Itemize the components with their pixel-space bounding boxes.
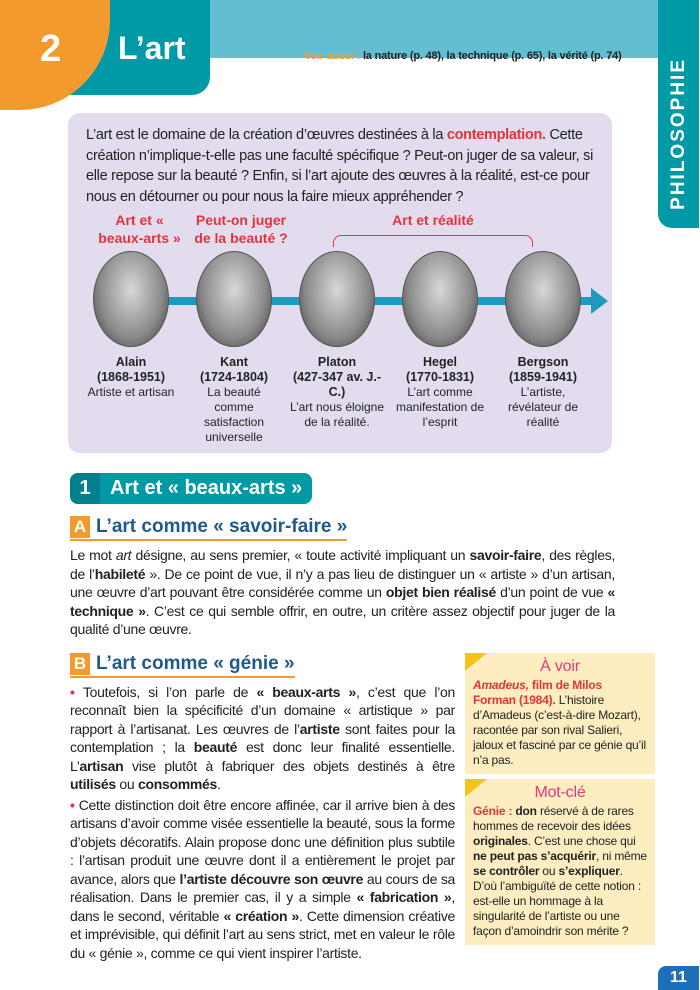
- a-voir-title: À voir: [540, 657, 580, 675]
- text-segment: L’art est le domaine de la création d’œuvres destinées à la: [86, 127, 447, 143]
- bold-text: « technique »: [70, 584, 615, 619]
- philosopher-name: Platon: [317, 355, 357, 369]
- text-segment: d’un point de vue: [495, 584, 608, 600]
- section-number: 1: [70, 473, 100, 504]
- text-segment: ». De ce point de vue, il n’y a pas lieu de distinguer un « artiste » d’un artisan, une œuvre d’art pouvant être considérée comme un: [70, 565, 615, 600]
- text-segment: vise plutôt à fabriquer des objets destinés à être: [123, 757, 455, 774]
- section-title: Art et « beaux-arts »: [110, 477, 303, 499]
- category-art-realite: Art et réalité: [392, 212, 474, 228]
- philosopher-alain: [83, 251, 179, 400]
- page-number: 11: [658, 966, 699, 990]
- philosopher-idea: L’artiste, révélateur de réalité: [507, 385, 579, 429]
- see-also-label: Voir aussi :: [304, 50, 361, 62]
- bold-text: utilisés: [70, 776, 116, 792]
- philosopher-idea: La beauté comme satisfaction universelle: [203, 385, 265, 444]
- paragraph-savoir-faire: [70, 546, 615, 639]
- a-voir-box: [465, 653, 655, 774]
- philosopher-platon: [289, 251, 385, 430]
- mot-cle-box: [465, 779, 655, 945]
- philosopher-dates: (1770-1831): [405, 370, 475, 384]
- text-segment: ou: [115, 776, 138, 792]
- bold-text: « création »: [223, 907, 300, 924]
- see-also-links: la nature (p. 48), la technique (p. 65), la vérité (p. 74): [362, 50, 622, 62]
- text-segment: . C’est ce qui semble offrir, en outre, un critère assez objectif pour juger de la qualité d’une œuvre.: [70, 602, 615, 637]
- subsection-a: [70, 516, 615, 639]
- philosopher-name: Hegel: [422, 355, 458, 369]
- text-segment: au cours de sa réalisation. Dans le premier cas, il y a simple: [70, 870, 456, 905]
- philosopher-dates: (1859-1941): [508, 370, 578, 384]
- highlight-text: Génie :: [473, 803, 516, 818]
- intro-box: [68, 113, 612, 453]
- bold-text: beauté: [193, 739, 238, 755]
- text-segment: . Cette dimension créative et imprévisible, qui définit l’art au sens strict, met en valeur le rôle du « génie », comme ce qui vient inspirer l’artiste.: [70, 907, 456, 961]
- text-segment: L’histoire d’Amadeus (c’est-à-dire Mozart), racontée par son rival Salieri, jaloux et fasciné par ce génie qu’il n’a pas.: [473, 692, 646, 767]
- text-segment: Cette distinction doit être encore affinée, car il arrive bien à des artisans d’avoir comme visée essentielle la beauté, sous la forme d’objets décoratifs. Alain propose donc une définition plus subtile : l’artisan produit une œuvre dont il a entièrement le projet par avance, alors que: [70, 796, 455, 887]
- philosopher-name: Kant: [220, 355, 248, 369]
- paragraph-genie: [70, 796, 455, 963]
- highlight-text: Amadeus,: [473, 677, 529, 692]
- bold-text: « fabrication »: [356, 889, 452, 905]
- text-segment: désigne, au sens premier, « toute activité impliquant un: [131, 547, 470, 563]
- philosopher-name: Bergson: [517, 355, 569, 369]
- text-segment: est donc leur finalité essentielle. L’: [70, 739, 455, 774]
- bold-text: « beaux-arts »: [256, 683, 356, 700]
- text-segment: . D’où l’ambiguïté de cette notion : est-elle un hommage à la singularité de l’artiste ou une façon d’amoindrir son mérite ?: [473, 863, 641, 938]
- subject-label: PHILOSOPHIE: [667, 58, 689, 210]
- chapter-title: L’art: [118, 30, 186, 66]
- subject-tab: [658, 0, 699, 228]
- philosopher-bergson: [495, 251, 591, 430]
- timeline: [86, 211, 598, 443]
- philosopher-idea: L’art nous éloigne de la réalité.: [289, 400, 385, 429]
- corner-triangle-icon: [465, 653, 487, 671]
- philosopher-dates: (1724-1804): [199, 370, 269, 384]
- bold-text: artisan: [79, 757, 124, 774]
- text-segment: art: [115, 547, 132, 563]
- a-voir-text: [473, 678, 647, 768]
- subheading-b: [70, 653, 295, 678]
- subsection-b: [70, 653, 655, 963]
- bold-text: objet bien réalisé: [385, 584, 496, 600]
- highlight-text: •: [70, 796, 79, 813]
- bold-text: l’artiste découvre son œuvre: [179, 870, 364, 887]
- text-segment: . C’est une chose qui: [527, 833, 636, 848]
- portrait-image: [196, 251, 272, 347]
- philosopher-idea: L’art comme manifestation de l’esprit: [395, 385, 485, 429]
- category-juger-beaute: Peut-on juger de la beauté ?: [194, 212, 288, 246]
- text-segment: sont faites pour la contemplation ; la: [70, 720, 455, 755]
- subheading-title: L’art comme « savoir-faire »: [96, 516, 348, 537]
- text-segment: Cette création n’implique-t-elle pas une faculté spécifique ? Peut-on juger de sa valeur, si elle repose sur la beauté ? Enfin, si l’art ajoute des œuvres à la réalité, est-ce pour nous en détourner ou pour nous la faire mieux appréhender ?: [86, 127, 593, 205]
- section-heading-1: [70, 473, 312, 504]
- highlight-text: •: [70, 683, 83, 700]
- chapter-number: 2: [40, 28, 62, 70]
- philosopher-name: Alain: [115, 355, 147, 369]
- portrait-image: [402, 251, 478, 347]
- portrait-image: [299, 251, 375, 347]
- highlight-text: contemplation.: [446, 127, 546, 143]
- philosopher-hegel: [392, 251, 488, 430]
- text-segment: , des règles, de l’: [70, 547, 615, 582]
- philosopher-dates: (427-347 av. J.-C.): [292, 370, 382, 399]
- philosopher-idea: Artiste et artisan: [87, 385, 175, 399]
- portrait-image: [505, 251, 581, 347]
- mot-cle-title: Mot-clé: [534, 783, 586, 801]
- category-beaux-arts: Art et « beaux-arts »: [98, 212, 181, 246]
- philosopher-kant: [186, 251, 282, 445]
- subheading-a: [70, 516, 347, 541]
- philosopher-dates: (1868-1951): [96, 370, 166, 384]
- text-segment: , dans le second, véritable: [70, 889, 455, 924]
- bold-text: se contrôler: [473, 863, 540, 878]
- bold-text: ne peut pas s’acquérir: [473, 848, 596, 863]
- text-segment: .: [217, 776, 221, 792]
- portrait-image: [93, 251, 169, 347]
- intro-text: [86, 125, 598, 207]
- bold-text: artiste: [299, 720, 340, 737]
- text-segment: , c’est que l’on reconnaît bien la spécificité d’un domaine « artistique » par rapport à l’artisanat. Les œuvres de l’: [70, 683, 455, 737]
- bold-text: habileté: [94, 565, 146, 582]
- text-segment: , ni même: [595, 848, 647, 863]
- corner-triangle-icon: [465, 779, 487, 797]
- text-segment: Toutefois, si l’on parle de: [82, 683, 257, 700]
- timeline-arrow-icon: [591, 288, 608, 314]
- text-segment: ou: [539, 863, 559, 878]
- subheading-title: L’art comme « génie »: [96, 652, 295, 674]
- bold-text: savoir-faire: [469, 547, 542, 563]
- text-segment: Le mot: [70, 547, 116, 563]
- subheading-letter: A: [70, 516, 90, 538]
- subheading-letter: B: [70, 653, 90, 675]
- see-also: [304, 50, 654, 62]
- brace-art-realite: [333, 235, 533, 247]
- bold-text: s’expliquer: [558, 863, 620, 878]
- main-content: [70, 473, 655, 962]
- text-segment: réservé à de rares hommes de recevoir des idées: [473, 803, 634, 833]
- mot-cle-text: [473, 804, 647, 939]
- bold-text: originales: [473, 833, 528, 848]
- bold-text: consommés: [138, 776, 217, 792]
- highlight-text: film de Milos Forman (1984).: [473, 677, 602, 707]
- paragraph-beaux-arts: [70, 683, 455, 794]
- bold-text: don: [515, 803, 537, 818]
